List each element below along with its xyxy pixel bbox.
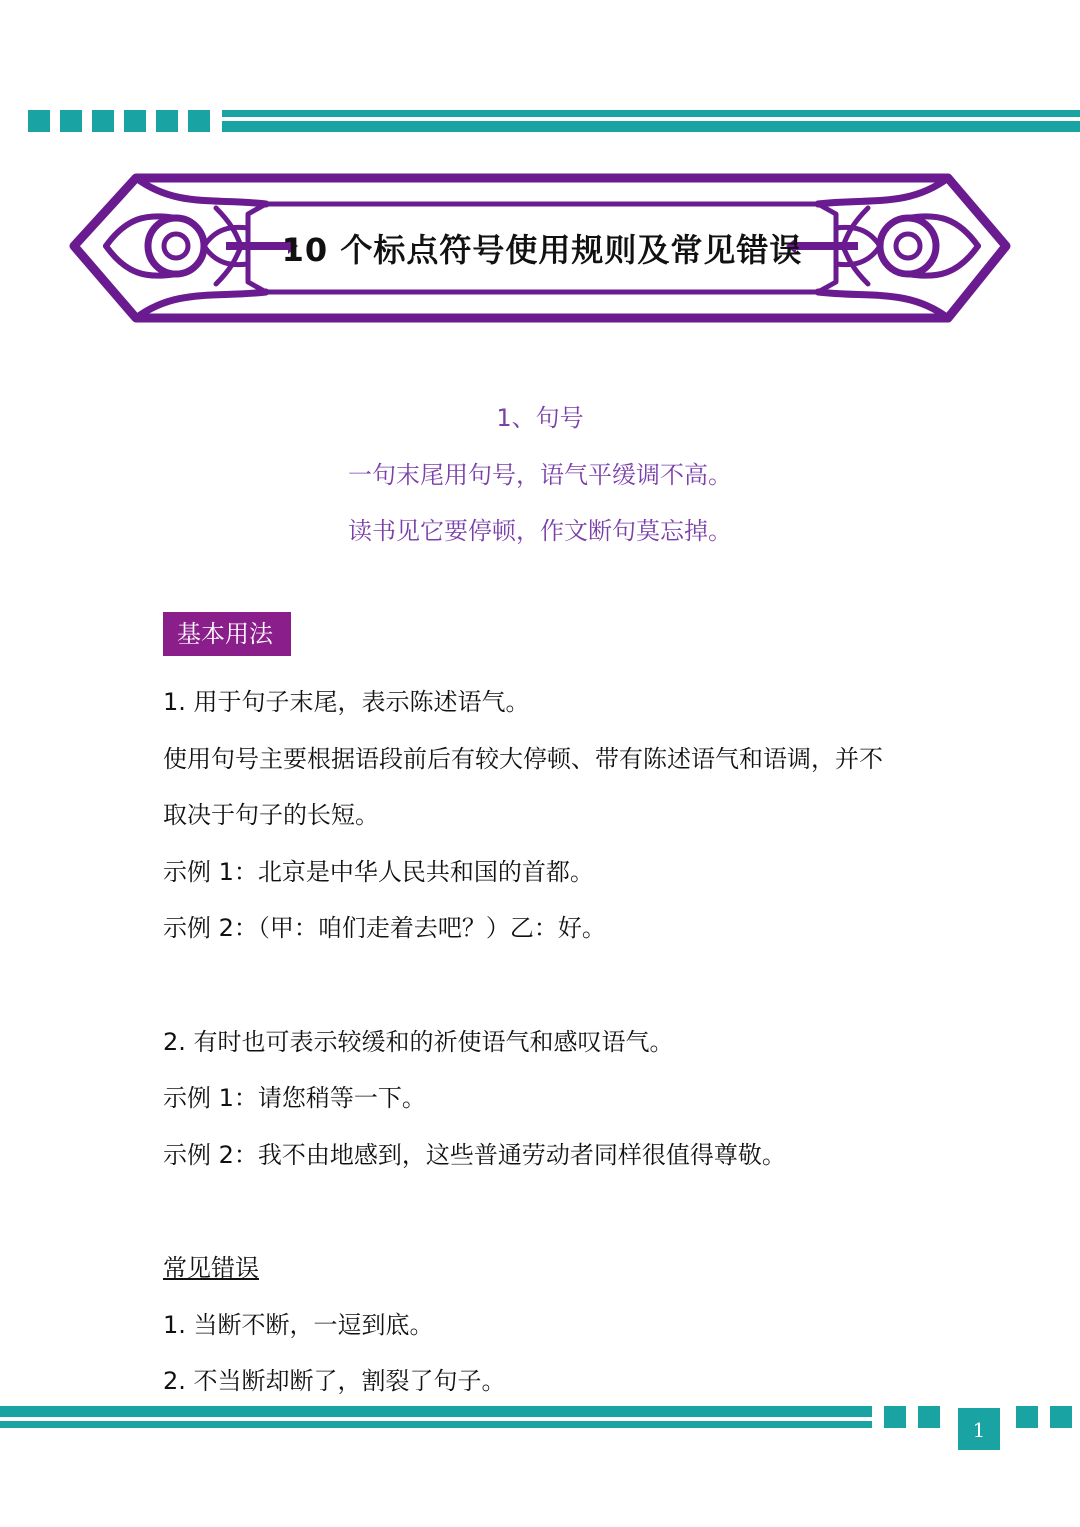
section-verse-1: 一句末尾用句号，语气平缓调不高。 bbox=[348, 461, 732, 489]
title-banner bbox=[66, 168, 1018, 328]
deco-square bbox=[156, 110, 178, 132]
deco-square bbox=[1050, 1406, 1072, 1428]
deco-square bbox=[92, 110, 114, 132]
section-verse-2: 读书见它要停顿，作文断句莫忘掉。 bbox=[348, 517, 732, 545]
error-line: 1. 当断不断，一逗到底。 bbox=[163, 1311, 434, 1339]
deco-square bbox=[28, 110, 50, 132]
section-title: 1、句号 bbox=[496, 404, 584, 432]
basic-usage-tag: 基本用法 bbox=[163, 612, 291, 656]
deco-square bbox=[1016, 1406, 1038, 1428]
usage-line: 1. 用于句子末尾，表示陈述语气。 bbox=[163, 688, 530, 716]
common-errors-heading: 常见错误 bbox=[163, 1254, 259, 1282]
deco-square bbox=[918, 1406, 940, 1428]
example-line: 示例 1：北京是中华人民共和国的首都。 bbox=[163, 858, 594, 886]
deco-square bbox=[124, 110, 146, 132]
example-line: 示例 2：我不由地感到，这些普通劳动者同样很值得尊敬。 bbox=[163, 1141, 786, 1169]
bottom-decoration-lines bbox=[0, 1406, 872, 1428]
page-title: 10 个标点符号使用规则及常见错误 bbox=[281, 231, 803, 269]
deco-square bbox=[188, 110, 210, 132]
deco-square bbox=[884, 1406, 906, 1428]
example-line: 示例 1：请您稍等一下。 bbox=[163, 1084, 426, 1112]
usage-line: 2. 有时也可表示较缓和的祈使语气和感叹语气。 bbox=[163, 1028, 674, 1056]
top-decoration-lines bbox=[222, 110, 1080, 132]
usage-line: 取决于句子的长短。 bbox=[163, 801, 379, 829]
example-line: 示例 2：（甲：咱们走着去吧？）乙：好。 bbox=[163, 914, 606, 942]
page-number: 1 bbox=[958, 1408, 1000, 1450]
top-decoration-squares bbox=[28, 110, 210, 132]
deco-square bbox=[60, 110, 82, 132]
usage-line: 使用句号主要根据语段前后有较大停顿、带有陈述语气和语调，并不 bbox=[163, 745, 883, 773]
error-line: 2. 不当断却断了，割裂了句子。 bbox=[163, 1367, 506, 1395]
